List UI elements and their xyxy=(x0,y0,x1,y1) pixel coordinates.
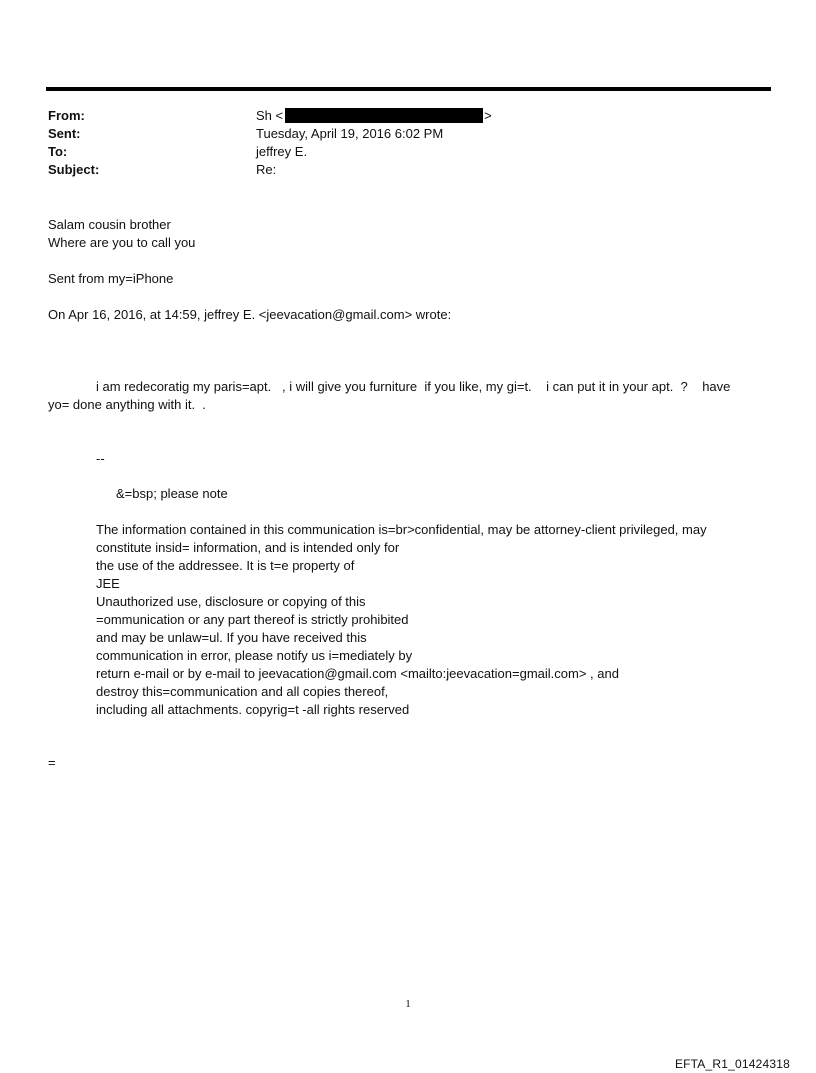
disclaimer-line: constitute insid= information, and is intended only for xyxy=(96,540,400,555)
disclaimer-line: JEE xyxy=(96,576,120,591)
from-value xyxy=(256,107,492,125)
sent-value: Tuesday, April 19, 2016 6:02 PM xyxy=(256,126,444,141)
disclaimer-line: return e-mail or by e-mail to jeevacation@gmail.com <mailto:jeevacation=gmail.com> , and xyxy=(96,666,619,681)
header-rule xyxy=(46,87,771,91)
reply-signature: Sent from my=iPhone xyxy=(48,271,174,286)
subject-value: Re: xyxy=(256,162,277,177)
disclaimer-line: and may be unlaw=ul. If you have received this xyxy=(96,630,367,645)
sent-label: Sent: xyxy=(48,126,81,141)
email-header xyxy=(48,107,768,179)
disclaimer-line: destroy this=communication and all copies thereof, xyxy=(96,684,389,699)
disclaimer-line: communication in error, please notify us i=mediately by xyxy=(96,648,413,663)
quoted-paragraph-line-1: i am redecoratig my paris=apt. , i will give you furniture if you like, my gi=t. i can put it in your apt. ? have xyxy=(96,379,731,394)
reply-line-1: Salam cousin brother xyxy=(48,217,171,232)
quoted-paragraph-line-2: yo= done anything with it. . xyxy=(48,397,206,412)
please-note: &=bsp; please note xyxy=(116,486,228,501)
disclaimer-line: the use of the addressee. It is t=e property of xyxy=(96,558,355,573)
reply-line-2: Where are you to call you xyxy=(48,235,196,250)
from-row xyxy=(48,107,768,125)
document-id: EFTA_R1_01424318 xyxy=(674,1057,790,1071)
signature-dash: -- xyxy=(96,451,105,466)
sent-row xyxy=(48,125,768,143)
quote-intro: On Apr 16, 2016, at 14:59, jeffrey E. <jeevacation@gmail.com> wrote: xyxy=(48,307,452,322)
disclaimer-line: including all attachments. copyrig=t -all rights reserved xyxy=(96,702,410,717)
subject-label: Subject: xyxy=(48,162,100,177)
redaction-bar xyxy=(285,108,483,123)
from-label: From: xyxy=(48,108,85,123)
to-value: jeffrey E. xyxy=(256,144,308,159)
disclaimer-line: The information contained in this communication is=br>confidential, may be attorney-client privileged, may xyxy=(96,522,707,537)
to-row xyxy=(48,143,768,161)
disclaimer-line: Unauthorized use, disclosure or copying of this xyxy=(96,594,366,609)
to-label: To: xyxy=(48,144,68,159)
from-close: > xyxy=(484,108,492,123)
subject-row xyxy=(48,161,768,179)
disclaimer-line: =ommunication or any part thereof is strictly prohibited xyxy=(96,612,409,627)
page-number: 1 xyxy=(405,998,411,1010)
trailing-equals: = xyxy=(48,755,56,770)
from-name: Sh < xyxy=(256,108,284,123)
